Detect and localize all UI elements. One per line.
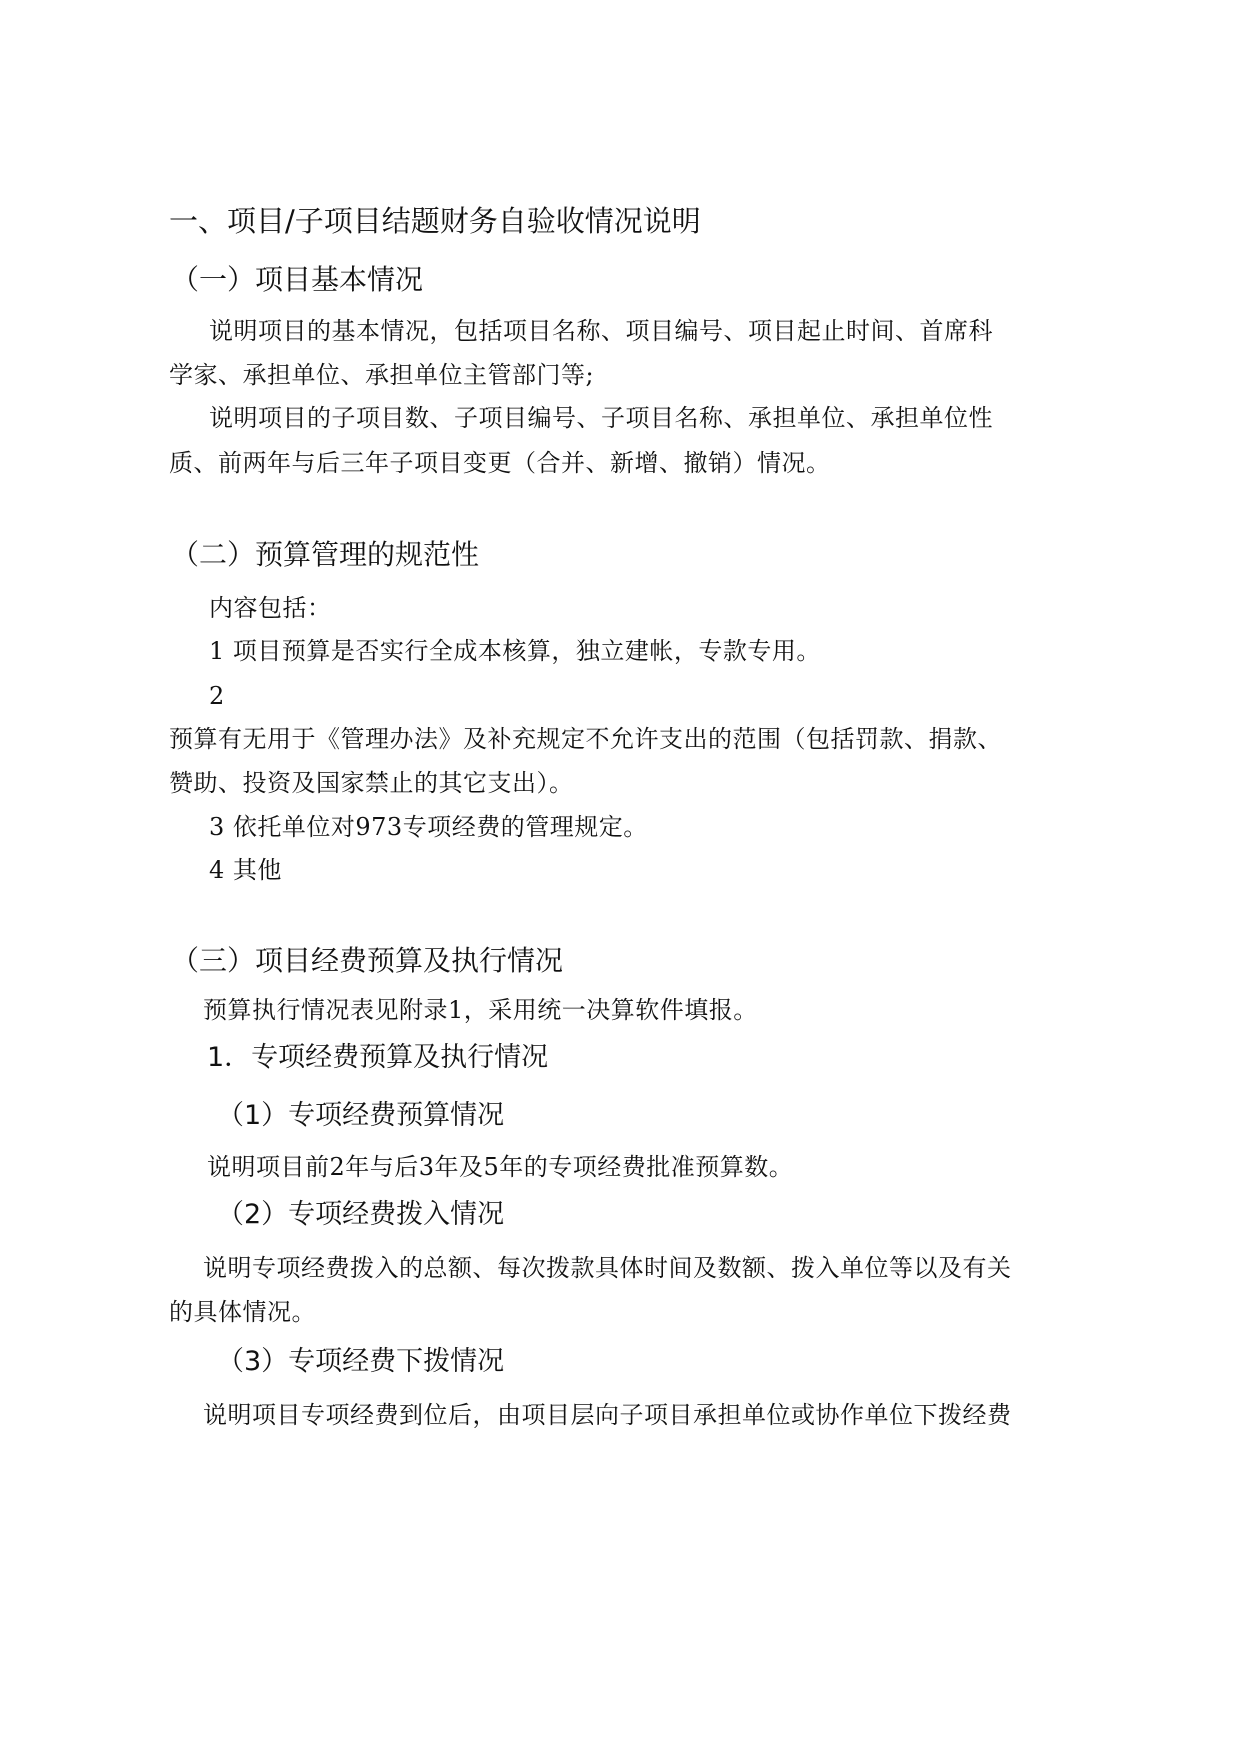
part3-heading: （三）项目经费预算及执行情况 <box>171 944 564 977</box>
part3-sub1-2-heading: （2）专项经费拨入情况 <box>217 1199 505 1230</box>
part3-sub1-3-text-line1: 说明项目专项经费到位后，由项目层向子项目承担单位或协作单位下拨经费 <box>203 1401 1012 1429</box>
part3-sub1-heading: 1．专项经费预算及执行情况 <box>207 1042 549 1073</box>
part1-para1-line2: 学家、承担单位、承担单位主管部门等; <box>169 361 595 389</box>
part2-item2-line2: 赞助、投资及国家禁止的其它支出）。 <box>169 769 574 797</box>
part3-sub1-3-heading: （3）专项经费下拨情况 <box>217 1346 505 1377</box>
part2-item2-line1: 预算有无用于《管理办法》及补充规定不允许支出的范围（包括罚款、捐款、 <box>169 725 1002 753</box>
part1-para2-line1: 说明项目的子项目数、子项目编号、子项目名称、承担单位、承担单位性 <box>209 404 993 432</box>
part3-sub1-2-text-line1: 说明专项经费拨入的总额、每次拨款具体时间及数额、拨入单位等以及有关 <box>203 1254 1012 1282</box>
part2-intro: 内容包括： <box>209 594 332 622</box>
part1-para1-line1: 说明项目的基本情况，包括项目名称、项目编号、项目起止时间、首席科 <box>209 317 993 345</box>
part2-item2-number: 2 <box>209 682 225 710</box>
part1-para2-line2: 质、前两年与后三年子项目变更（合并、新增、撤销）情况。 <box>169 449 831 477</box>
part3-sub1-2-text-line2: 的具体情况。 <box>169 1298 316 1326</box>
part2-heading: （二）预算管理的规范性 <box>171 538 480 571</box>
part3-intro: 预算执行情况表见附录1，采用统一决算软件填报。 <box>203 996 758 1024</box>
part2-item4: 4 其他 <box>209 856 282 884</box>
part3-sub1-1-text: 说明项目前2年与后3年及5年的专项经费批准预算数。 <box>207 1153 794 1181</box>
part3-sub1-1-heading: （1）专项经费预算情况 <box>217 1100 505 1131</box>
part2-item3: 3 依托单位对973专项经费的管理规定。 <box>209 813 648 841</box>
section-title: 一、项目/子项目结题财务自验收情况说明 <box>169 204 701 238</box>
part2-item1: 1 项目预算是否实行全成本核算，独立建帐，专款专用。 <box>209 637 821 665</box>
part1-heading: （一）项目基本情况 <box>171 263 424 296</box>
